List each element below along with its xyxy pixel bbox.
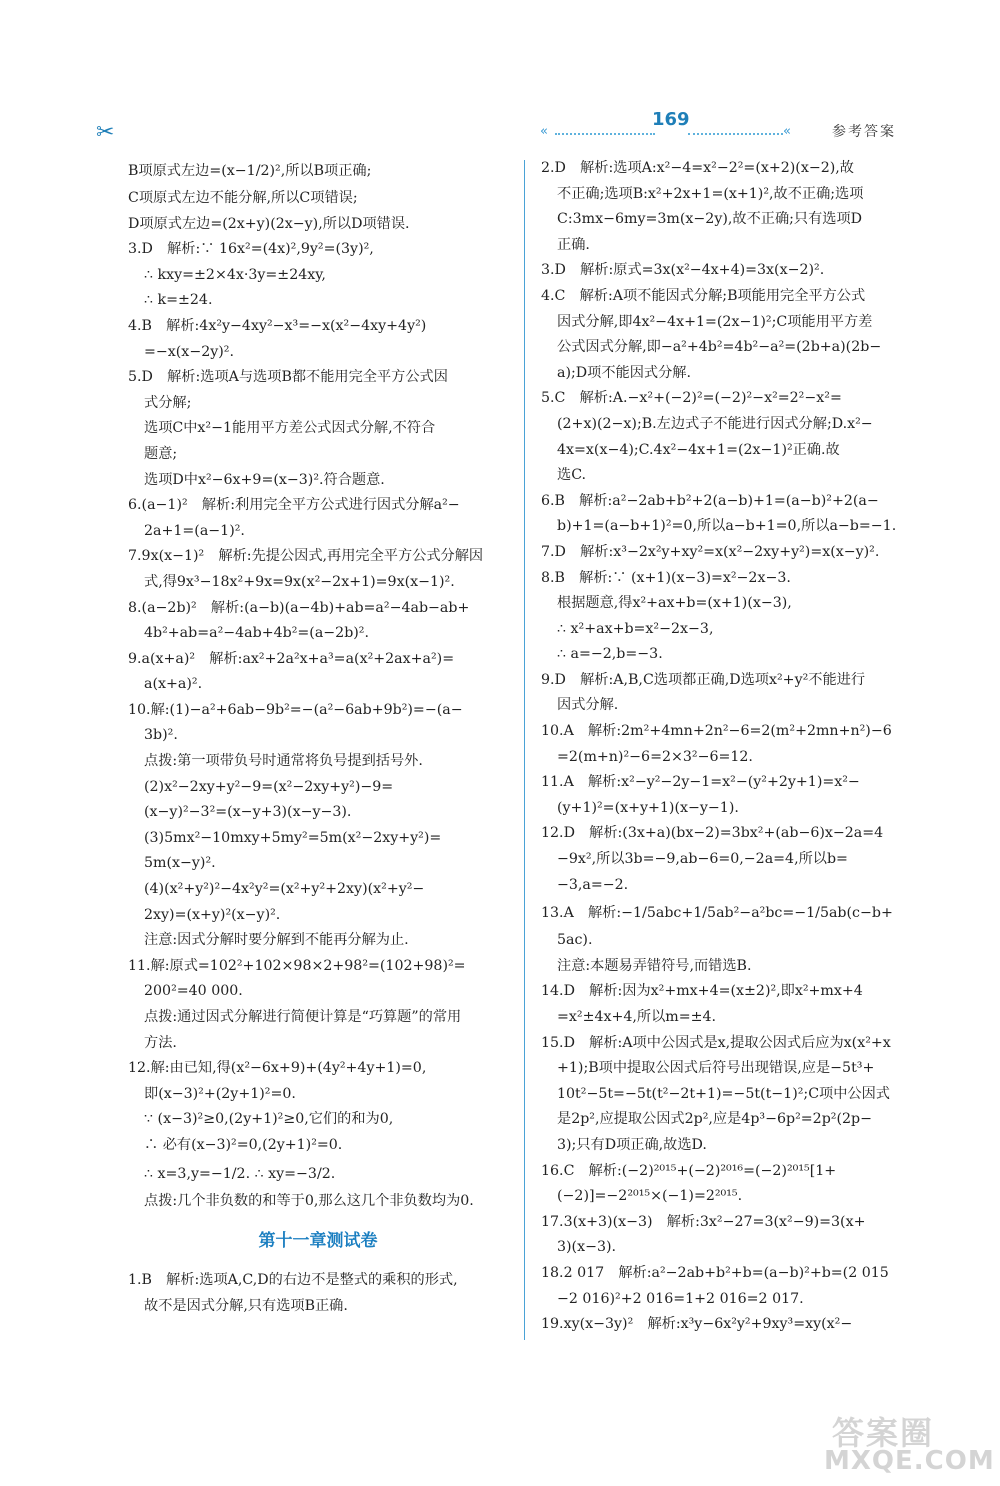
answer-line: (2)x²−2xy+y²−9=(x²−2xy+y²)−9= — [144, 778, 394, 795]
chevron-right-icon: « — [783, 124, 791, 139]
answer-line: 方法. — [144, 1034, 177, 1051]
answer-line: 3.D 解析:原式=3x(x²−4x+4)=3x(x−2)². — [541, 262, 825, 279]
answer-line: 8.B 解析:∵ (x+1)(x−3)=x²−2x−3. — [541, 569, 791, 586]
answer-line: 2.D 解析:选项A:x²−4=x²−2²=(x+2)(x−2),故 — [541, 160, 854, 176]
answer-line: 4.B 解析:4x²y−4xy²−x³=−x(x²−4xy+4y²) — [128, 317, 427, 334]
answer-line: 公式因式分解,即−a²+4b²=4b²−a²=(2b+a)(2b− — [557, 339, 882, 356]
answer-line: =−x(x−2y)². — [144, 343, 234, 360]
page-header — [0, 100, 1000, 150]
dotted-rule-left — [555, 133, 655, 135]
answer-line: ∴ x=3,y=−1/2. ∴ xy=−3/2. — [144, 1165, 336, 1182]
answer-line: 式分解; — [144, 394, 192, 411]
answer-line: 即(x−3)²+(2y+1)²=0. — [144, 1085, 296, 1102]
answer-line: 200²=40 000. — [144, 983, 243, 1000]
watermark-logo — [814, 1408, 995, 1480]
answer-line: 3);只有D项正确,故选D. — [557, 1136, 707, 1153]
answer-line: 17.3(x+3)(x−3) 解析:3x²−27=3(x²−9)=3(x+ — [541, 1213, 866, 1230]
answer-line: 15.D 解析:A项中公因式是x,提取公因式后应为x(x²+x — [541, 1034, 891, 1051]
answer-line: 11.解:原式=102²+102×98×2+98²=(102+98)²= — [128, 957, 466, 974]
answer-line: 因式分解,即4x²−4x+1=(2x−1)²;C项能用平方差 — [557, 313, 873, 330]
answer-line: D项原式左边=(2x+y)(2x−y),所以D项错误. — [128, 215, 410, 232]
answer-line: 2a+1=(a−1)². — [144, 522, 245, 539]
answer-line: ∴ 必有(x−3)²=0,(2y+1)²=0. — [144, 1136, 343, 1153]
answer-line: 19.xy(x−3y)² 解析:x³y−6x²y²+9xy³=xy(x²− — [541, 1316, 853, 1333]
watermark-text-en: MXQE.COM — [824, 1446, 995, 1476]
answer-line: 点拨:第一项带负号时通常将负号提到括号外. — [144, 753, 423, 770]
answer-line: 10.A 解析:2m²+4mn+2n²−6=2(m²+2mn+n²)−6 — [541, 723, 892, 740]
answer-line: 点拨:几个非负数的和等于0,那么这几个非负数均为0. — [144, 1192, 474, 1209]
answer-line: 选项D中x²−6x+9=(x−3)².符合题意. — [144, 471, 385, 488]
answer-line: 12.D 解析:(3x+a)(bx−2)=3bx²+(ab−6)x−2a=4 — [541, 825, 884, 842]
answer-line: 3)(x−3). — [557, 1239, 617, 1256]
answer-line: =x²±4x+4,所以m=±4. — [557, 1009, 717, 1025]
answer-line: 10t²−5t=−5t(t²−2t+1)=−5t(t−1)²;C项中公因式 — [557, 1085, 890, 1102]
answer-line: 5.D 解析:选项A与选项B都不能用完全平方公式因 — [128, 369, 448, 386]
column-divider — [524, 160, 525, 1340]
answer-line: 16.C 解析:(−2)²⁰¹⁵+(−2)²⁰¹⁶=(−2)²⁰¹⁵[1+ — [541, 1162, 837, 1179]
page-number: 169 — [652, 109, 690, 130]
answer-line: ∴ x²+ax+b=x²−2x−3, — [557, 620, 714, 637]
answer-line: 5m(x−y)². — [144, 855, 216, 872]
answer-line: ∴ kxy=±2×4x·3y=±24xy, — [144, 266, 326, 283]
answer-line: a);D项不能因式分解. — [557, 364, 691, 381]
answer-line: 12.解:由已知,得(x²−6x+9)+(4y²+4y+1)=0, — [128, 1060, 427, 1077]
answer-line: 4.C 解析:A项不能因式分解;B项能用完全平方公式 — [541, 287, 866, 304]
answer-line: −3,a=−2. — [557, 876, 629, 893]
answer-line: 注意:本题易弄错符号,而错选B. — [557, 957, 752, 974]
dotted-rule-right — [688, 133, 783, 135]
answer-line: 10.解:(1)−a²+6ab−9b²=−(a²−6ab+9b²)=−(a− — [128, 701, 463, 718]
answer-line: 根据题意,得x²+ax+b=(x+1)(x−3), — [557, 595, 792, 612]
answer-line: 5ac). — [557, 932, 593, 949]
answer-line: ∴ a=−2,b=−3. — [557, 646, 663, 663]
answer-line: 3.D 解析:∵ 16x²=(4x)²,9y²=(3y)², — [128, 241, 374, 258]
answer-line: 1.B 解析:选项A,C,D的右边不是整式的乘积的形式, — [128, 1272, 458, 1289]
answer-line: 点拨:通过因式分解进行简便计算是“巧算题”的常用 — [144, 1009, 462, 1025]
watermark-text-cn: 答案圈 — [832, 1414, 935, 1452]
answer-line: 式,得9x³−18x²+9x=9x(x²−2x+1)=9x(x−1)². — [144, 573, 455, 590]
answer-line: 5.C 解析:A.−x²+(−2)²=(−2)²−x²=2²−x²= — [541, 390, 842, 407]
answer-line: 2xy)=(x+y)²(x−y)². — [144, 906, 281, 923]
left-column — [128, 156, 508, 1319]
answer-line: 7.D 解析:x³−2x²y+xy²=x(x²−2xy+y²)=x(x−y)². — [541, 543, 880, 560]
section-title: 参考答案 — [832, 124, 896, 140]
answer-line: C:3mx−6my=3m(x−2y),故不正确;只有选项D — [557, 211, 863, 228]
answer-line: (y+1)²=(x+y+1)(x−y−1). — [557, 799, 739, 816]
answer-line: B项原式左边=(x−1/2)²,所以B项正确; — [128, 163, 372, 179]
chevron-left-icon: « — [540, 124, 548, 139]
answer-line: C项原式左边不能分解,所以C项错误; — [128, 190, 358, 206]
answer-line: 8.(a−2b)² 解析:(a−b)(a−4b)+ab=a²−4ab−ab+ — [128, 599, 470, 616]
answer-line: 14.D 解析:因为x²+mx+4=(x±2)²,即x²+mx+4 — [541, 983, 863, 1000]
answer-line: 11.A 解析:x²−y²−2y−1=x²−(y²+2y+1)=x²− — [541, 774, 860, 791]
answer-line: 7.9x(x−1)² 解析:先提公因式,再用完全平方公式分解因 — [128, 548, 484, 565]
answer-line: 选C. — [557, 467, 587, 484]
answer-line: 注意:因式分解时要分解到不能再分解为止. — [144, 932, 409, 949]
answer-line: 是2p²,应提取公因式2p²,应是4p³−6p²=2p²(2p− — [557, 1111, 872, 1128]
answer-line: (x−y)²−3²=(x−y+3)(x−y−3). — [144, 804, 352, 821]
answer-line: (4)(x²+y²)²−4x²y²=(x²+y²+2xy)(x²+y²− — [144, 881, 425, 898]
answer-line: 9.a(x+a)² 解析:ax²+2a²x+a³=a(x²+2ax+a²)= — [128, 650, 455, 667]
right-column — [541, 156, 937, 1338]
answer-line: −9x²,所以3b=−9,ab−6=0,−2a=4,所以b= — [557, 851, 848, 868]
answer-line: =2(m+n)²−6=2×3²−6=12. — [557, 748, 753, 765]
answer-line: −2 016)²+2 016=1+2 016=2 017. — [557, 1290, 804, 1307]
answer-line: a(x+a)². — [144, 676, 203, 693]
answer-line: 题意; — [144, 445, 178, 462]
answer-line: ∵ (x−3)²≥0,(2y+1)²≥0,它们的和为0, — [144, 1111, 394, 1128]
answer-line: 正确. — [557, 236, 590, 253]
answer-line: 不正确;选项B:x²+2x+1=(x+1)²,故不正确;选项 — [557, 185, 864, 202]
answer-line: 4x=x(x−4);C.4x²−4x+1=(2x−1)²正确.故 — [557, 441, 840, 458]
answer-line: (−2)]=−2²⁰¹⁵×(−1)=2²⁰¹⁵. — [557, 1188, 743, 1205]
answer-line: 13.A 解析:−1/5abc+1/5ab²−a²bc=−1/5ab(c−b+ — [541, 905, 893, 922]
answer-line: (2+x)(2−x);B.左边式子不能进行因式分解;D.x²− — [557, 415, 873, 432]
answer-line: 选项C中x²−1能用平方差公式因式分解,不符合 — [144, 420, 436, 437]
answer-line: 6.(a−1)² 解析:利用完全平方公式进行因式分解a²− — [128, 497, 460, 514]
answer-line: 6.B 解析:a²−2ab+b²+2(a−b)+1=(a−b)²+2(a− — [541, 492, 879, 509]
answer-line: (3)5mx²−10mxy+5my²=5m(x²−2xy+y²)= — [144, 829, 442, 846]
scissors-icon: ✂ — [96, 120, 115, 145]
answer-line: 因式分解. — [557, 697, 619, 714]
answer-line: +1);B项中提取公因式后符号出现错误,应是−5t³+ — [557, 1060, 875, 1077]
answer-line: ∴ k=±24. — [144, 292, 213, 309]
answer-line: 4b²+ab=a²−4ab+4b²=(a−2b)². — [144, 625, 370, 642]
answer-line: 9.D 解析:A,B,C选项都正确,D选项x²+y²不能进行 — [541, 671, 866, 688]
answer-line: b)+1=(a−b+1)²=0,所以a−b+1=0,所以a−b=−1. — [557, 518, 897, 535]
answer-line: 故不是因式分解,只有选项B正确. — [144, 1297, 348, 1314]
answer-line: 3b)². — [144, 727, 178, 744]
answer-line: 18.2 017 解析:a²−2ab+b²+b=(a−b)²+b=(2 015 — [541, 1264, 889, 1281]
chapter-title: 第十一章测试卷 — [258, 1231, 378, 1252]
